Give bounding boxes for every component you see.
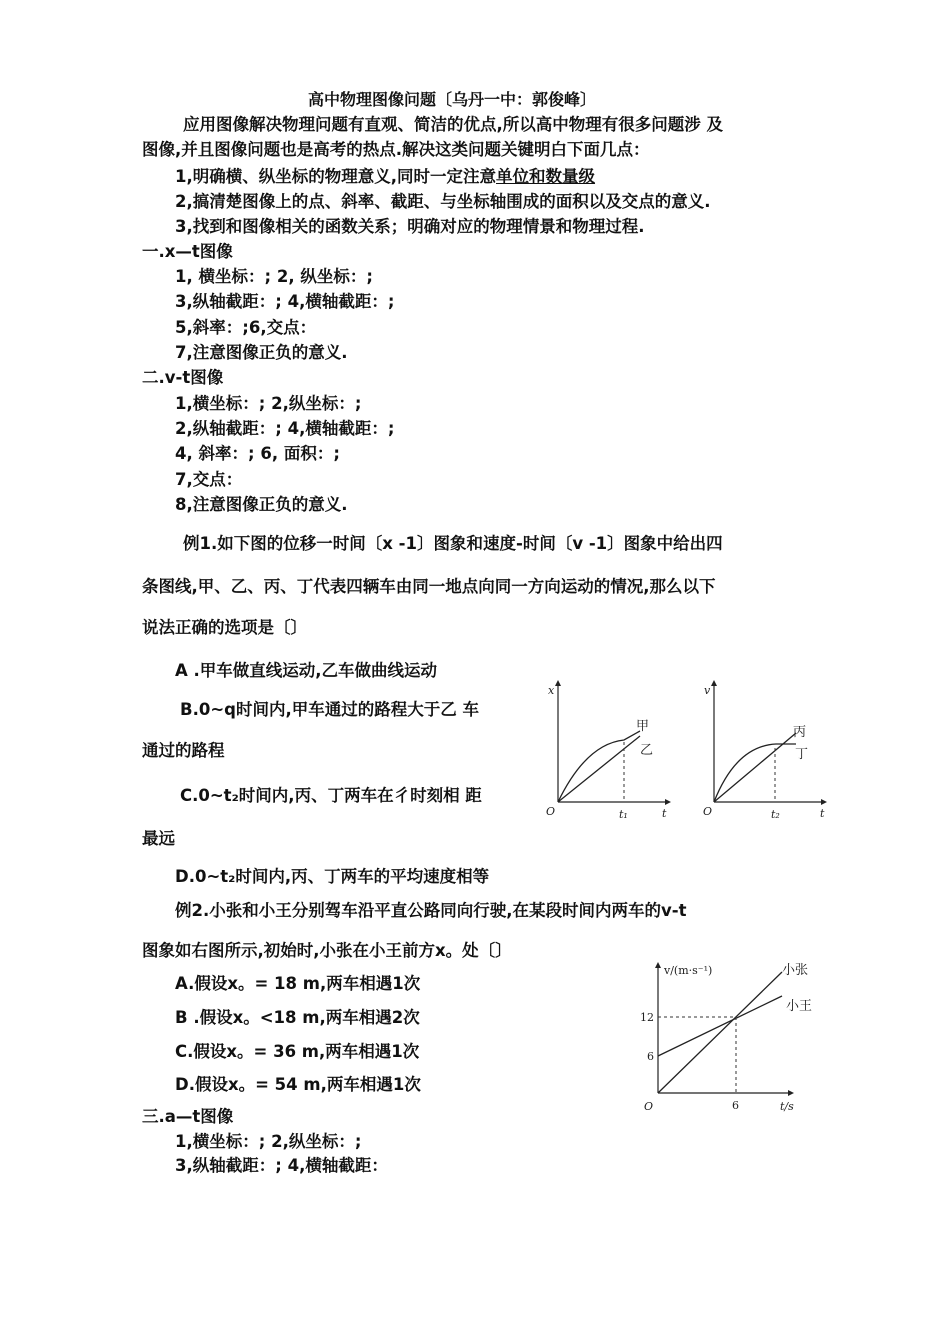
line-xiaowang	[658, 996, 782, 1056]
option-a: A .甲车做直线运动,乙车做曲线运动	[175, 661, 438, 680]
option-c: C.0~t₂时间内,丙、丁两车在彳时刻相 距	[180, 786, 482, 805]
option-c-cont: 最远	[142, 829, 175, 848]
intro-point	[175, 167, 595, 187]
curve-bing	[714, 733, 796, 802]
y-tick-12: 12	[640, 1011, 654, 1024]
example-text: 条图线,甲、乙、丙、丁代表四辆车由同一地点向同一方向运动的情况,那么以下	[142, 577, 716, 596]
page-title: 高中物理图像问题〔乌丹一中：郭俊峰〕	[308, 90, 597, 109]
y-tick-6: 6	[647, 1050, 654, 1063]
example-text: 例1.如下图的位移一时间〔x -1〕图象和速度-时间〔v -1〕图象中给出四	[183, 534, 723, 553]
section-item: 3,纵轴截距：; 4,横轴截距：;	[175, 292, 395, 311]
option-c: C.假设x。= 36 m,两车相遇1次	[175, 1042, 420, 1061]
y-axis-label: x	[548, 684, 555, 697]
option-b: B .假设x。<18 m,两车相遇2次	[175, 1008, 420, 1027]
section-heading: 一.x—t图像	[142, 242, 233, 261]
tick-t1: t₁	[619, 808, 628, 821]
intro-line: 图像,并且图像问题也是高考的热点.解决这类问题关键明白下面几点：	[142, 140, 650, 159]
label-jia: 甲	[636, 719, 650, 734]
line-xiaozhang	[658, 972, 782, 1093]
origin-label: O	[546, 805, 556, 818]
curve-yi	[558, 736, 640, 802]
example-text: 图象如右图所示,初始时,小张在小王前方x。处〔〕	[142, 941, 512, 960]
label-yi: 乙	[640, 743, 654, 758]
tick-t2: t₂	[771, 808, 780, 821]
section-item: 7,注意图像正负的意义.	[175, 343, 348, 362]
section-item: 5,斜率：;6,交点：	[175, 318, 317, 337]
origin-label: O	[703, 805, 713, 818]
section-item: 3,纵轴截距：; 4,横轴截距：	[175, 1156, 388, 1175]
section-item: 1,横坐标：; 2,纵坐标：;	[175, 394, 362, 413]
curve-ding	[714, 744, 796, 802]
section-item: 4, 斜率：; 6, 面积：;	[175, 444, 340, 463]
intro-point: 2,搞清楚图像上的点、斜率、截距、与坐标轴围成的面积以及交点的意义.	[175, 192, 711, 211]
origin-label: O	[644, 1100, 654, 1113]
y-axis-label: v	[704, 684, 711, 697]
intro-point-underlined: 单位和数量级	[496, 167, 596, 186]
vt-graph-example2	[640, 958, 830, 1118]
example-text: 例2.小张和小王分别驾车沿平直公路同向行驶,在某段时间内两车的v-t	[175, 901, 687, 920]
intro-point: 3,找到和图像相关的函数关系；明确对应的物理情景和物理过程.	[175, 217, 645, 236]
example-text: 说法正确的选项是〔〕	[142, 618, 307, 637]
section-item: 1, 横坐标：; 2, 纵坐标：;	[175, 267, 373, 286]
option-d: D.0~t₂时间内,丙、丁两车的平均速度相等	[175, 867, 490, 886]
section-item: 8,注意图像正负的意义.	[175, 495, 348, 514]
xt-graph	[540, 678, 680, 828]
section-heading: 二.v-t图像	[142, 368, 224, 387]
option-a: A.假设x。= 18 m,两车相遇1次	[175, 974, 421, 993]
x-axis-label: t	[662, 807, 667, 820]
section-item: 2,纵轴截距：; 4,横轴截距：;	[175, 419, 395, 438]
intro-point-text: 1,明确横、纵坐标的物理意义,同时一定注意	[175, 167, 497, 186]
x-tick-6: 6	[732, 1099, 739, 1112]
option-b-cont: 通过的路程	[142, 741, 225, 760]
vt-graph	[700, 678, 840, 828]
label-bing: 丙	[793, 725, 807, 740]
y-axis-label: v/(m·s⁻¹)	[664, 964, 713, 977]
section-item: 7,交点：	[175, 470, 243, 489]
label-ding: 丁	[795, 747, 809, 762]
x-axis-label: t/s	[780, 1100, 794, 1113]
intro-line: 应用图像解决物理问题有直观、简洁的优点,所以高中物理有很多问题涉 及	[183, 115, 724, 134]
label-xiaozhang: 小张	[782, 963, 809, 978]
option-d: D.假设x。= 54 m,两车相遇1次	[175, 1075, 421, 1094]
x-axis-label: t	[820, 807, 825, 820]
option-b: B.0~q时间内,甲车通过的路程大于乙 车	[180, 700, 479, 719]
label-xiaowang: 小王	[786, 999, 813, 1014]
section-heading: 三.a—t图像	[142, 1107, 234, 1126]
section-item: 1,横坐标：; 2,纵坐标：;	[175, 1132, 362, 1151]
